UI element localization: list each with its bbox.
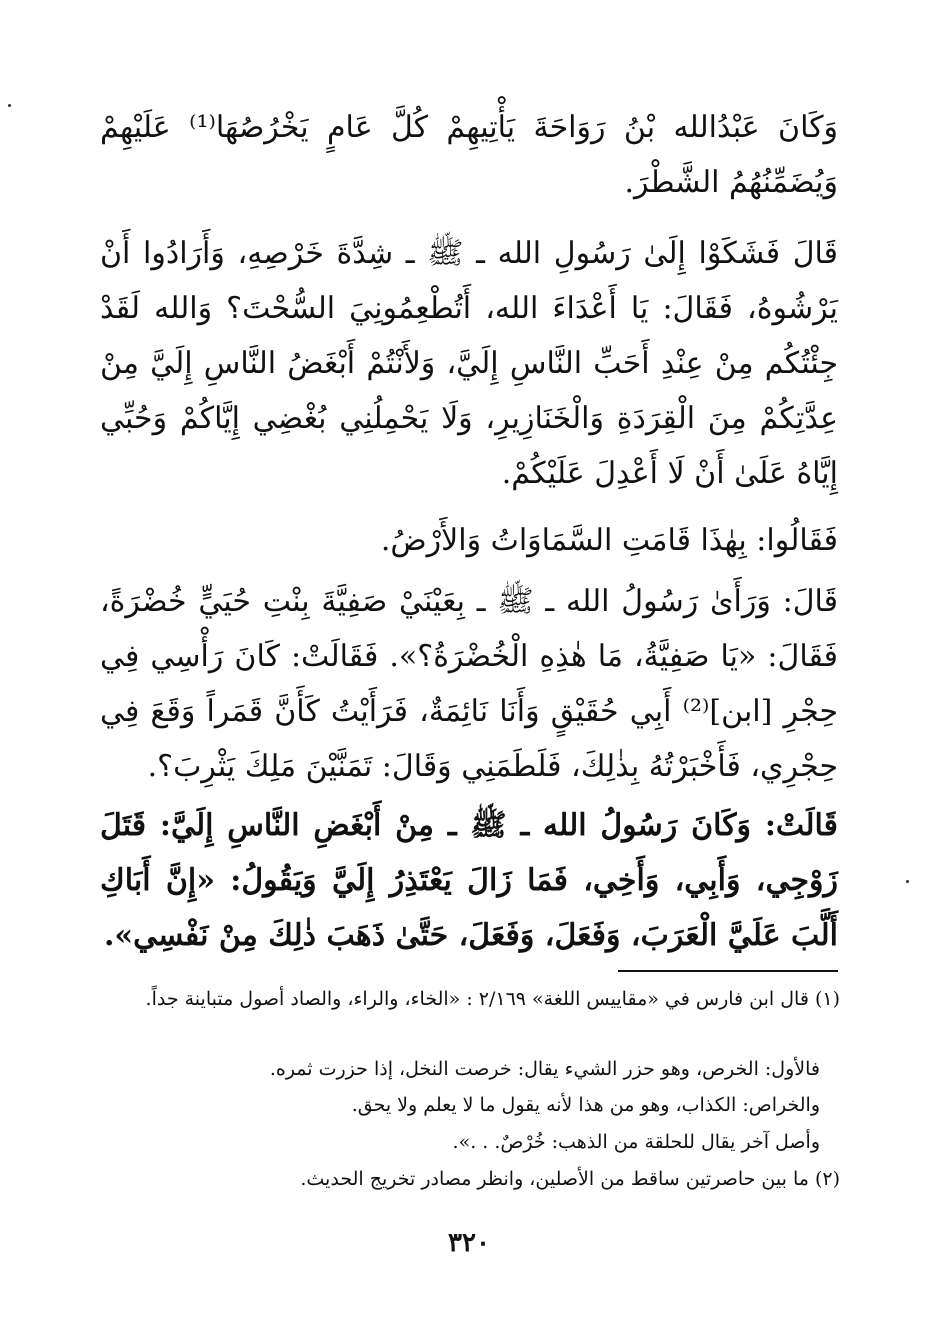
scan-speck — [906, 880, 909, 883]
paragraph-5: قَالَتْ: وَكَانَ رَسُولُ الله ـ ﷺ ـ مِنْ أَبْغَضِ النَّاسِ إِلَيَّ: قَتَلَ زَوْجِي، وَأَبِي، وَأَخِي، فَمَا زَالَ يَعْتَذِرُ إِلَيَّ وَيَقُولُ: «إِنَّ أَبَاكِ أَلَّبَ عَلَيَّ الْعَرَبَ، وَفَعَلَ، وَفَعَلَ، حَتَّىٰ ذَهَبَ ذٰلِكَ مِنْ نَفْسِي». — [100, 808, 838, 953]
paragraph-4: قَالَ: وَرَأَىٰ رَسُولُ الله ـ ﷺ ـ بِعَيْنَيْ صَفِيَّةَ بِنْتِ حُيَيٍّ خُضْرَةً، فَقَالَ: «يَا صَفِيَّةُ، مَا هٰذِهِ الْخُضْرَةُ؟». فَقَالَتْ: كَانَ رَأْسِي فِي حِجْرِ [ابن]⁽²⁾ أَبِي حُقَيْقٍ وَأَنَا نَائِمَةٌ، فَرَأَيْتُ كَأَنَّ قَمَراً وَقَعَ فِي حِجْرِي، فَأَخْبَرْتُهُ بِذٰلِكَ، فَلَطَمَنِي وَقَالَ: تَمَنَّيْنَ مَلِكَ يَثْرِبَ؟. — [100, 584, 838, 784]
footnote-2: (٢) ما بين حاصرتين ساقط من الأصلين، وانظر مصادر تخريج الحديث. — [300, 1168, 840, 1190]
scan-speck — [8, 104, 11, 107]
footnote-separator — [618, 970, 838, 972]
page-number: ٣٢٠ — [448, 1228, 490, 1258]
paragraph-1: وَكَانَ عَبْدُالله بْنُ رَوَاحَةَ يَأْتِيهِمْ كُلَّ عَامٍ يَخْرُصُهَا⁽¹⁾ عَلَيْهِمْ وَيُضَمِّنُهُمُ الشَّطْرَ. — [100, 110, 838, 200]
paragraph-2: قَالَ فَشَكَوْا إِلَىٰ رَسُولِ الله ـ ﷺ ـ شِدَّةَ خَرْصِهِ، وَأَرَادُوا أَنْ يَرْشُوهُ، فَقَالَ: يَا أَعْدَاءَ الله، أَتُطْعِمُونِيَ السُّحْتَ؟ وَالله لَقَدْ جِئْتُكُم مِنْ عِنْدِ أَحَبِّ النَّاسِ إِلَيَّ، وَلأَنْتُمْ أَبْغَضُ النَّاسِ إِلَيَّ مِنْ عِدَّتِكُمْ مِنَ الْقِرَدَةِ وَالْخَنَازِيرِ، وَلَا يَحْمِلُنِي بُغْضِي إِيَّاكُمْ وَحُبِّي إِيَّاهُ عَلَىٰ أَنْ لَا أَعْدِلَ عَلَيْكُمْ. — [100, 236, 838, 491]
footnote-1: (١) قال ابن فارس في «مقاييس اللغة» ٢/١٦٩ : «الخاء، والراء، والصاد أصول متباينة جداً. — [145, 988, 840, 1010]
paragraph-3: فَقَالُوا: بِهٰذَا قَامَتِ السَّمَاوَاتُ وَالأَرْضُ. — [380, 523, 838, 558]
footnote-1-line-4: وأصل آخر يقال للحلقة من الذهب: خُرْصٌ. . .». — [452, 1131, 820, 1153]
footnote-1-line-3: والخراص: الكذاب، وهو من هذا لأنه يقول ما لا يعلم ولا يحق. — [351, 1094, 820, 1116]
footnote-1-line-2: فالأول: الخرص، وهو حزر الشيء يقال: خرصت النخل، إذا حزرت ثمره. — [269, 1058, 820, 1080]
